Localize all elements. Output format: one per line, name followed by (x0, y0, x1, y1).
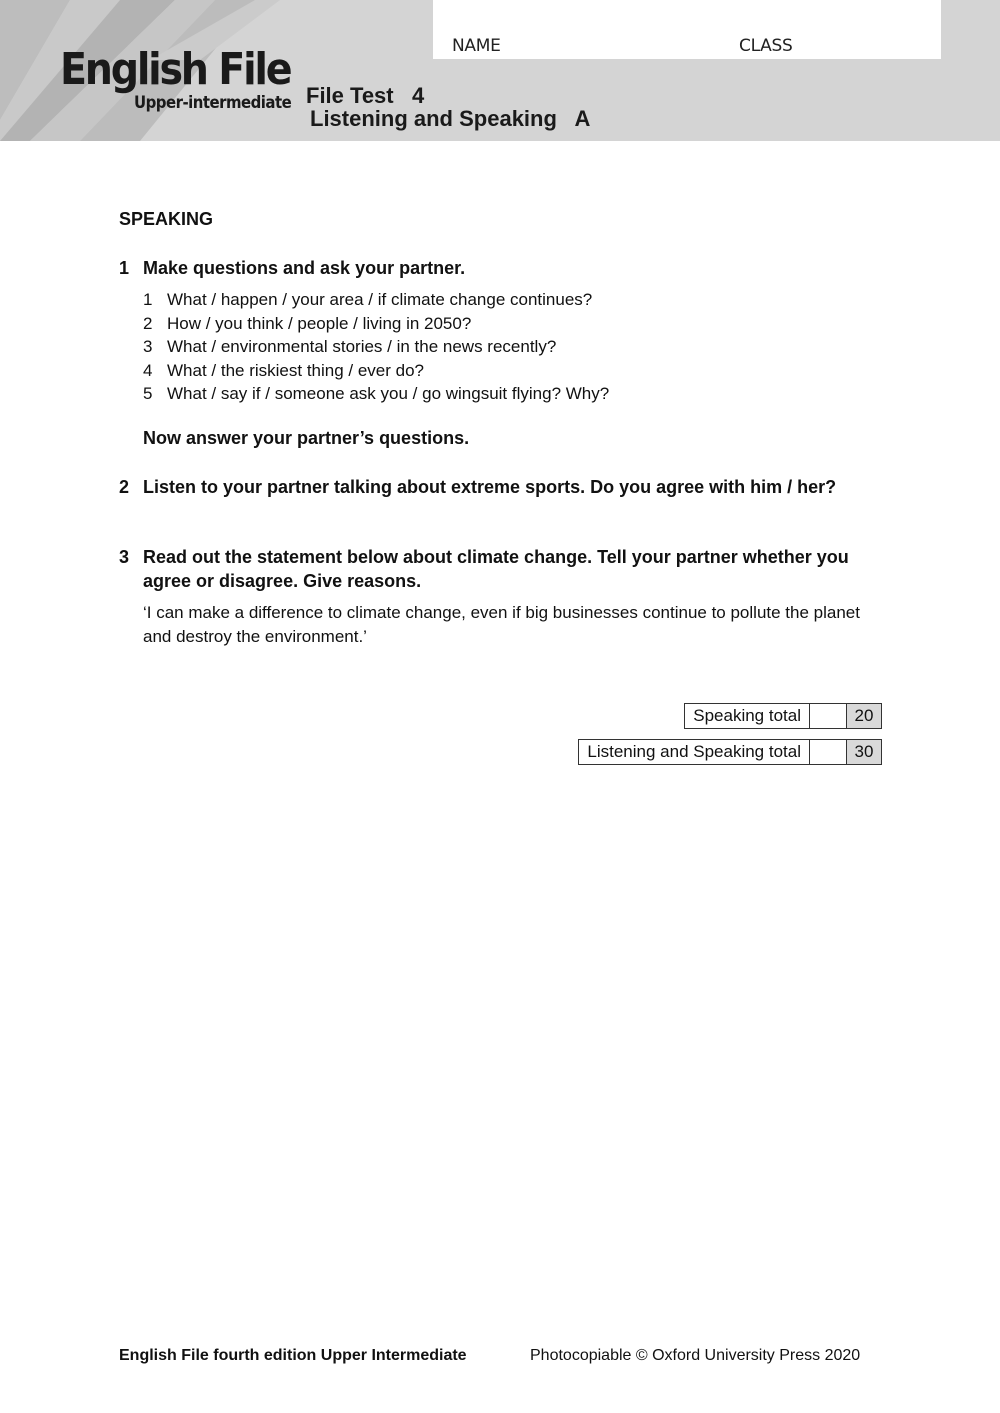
logo-subtitle: Upper-intermediate (134, 93, 292, 113)
score-label: Speaking total (684, 703, 810, 729)
name-label: NAME (452, 36, 501, 56)
task-2 (119, 475, 889, 499)
item-number: 4 (143, 360, 153, 380)
list-item (143, 382, 609, 406)
task-number: 3 (119, 547, 130, 567)
test-subtitle: Listening and Speaking A (310, 106, 591, 131)
item-text: What / the riskiest thing / ever do? (167, 360, 425, 380)
list-item (143, 312, 609, 336)
logo-title: English File (60, 44, 291, 95)
followup-instruction: Now answer your partner’s questions. (143, 428, 470, 448)
task-text: Read out the statement below about climate change. Tell your partner whether you agree or disagree. Give reasons. (143, 547, 849, 591)
list-item (143, 335, 609, 359)
item-number: 1 (143, 290, 153, 309)
list-item (143, 359, 609, 383)
score-input-box[interactable] (810, 703, 847, 729)
listening-speaking-total-box (578, 739, 882, 765)
item-text: What / happen / your area / if climate change continues? (167, 290, 593, 309)
score-max: 20 (847, 703, 882, 729)
task-text: Make questions and ask your partner. (143, 258, 466, 278)
item-text: How / you think / people / living in 2050? (167, 313, 472, 333)
task-number: 2 (119, 477, 130, 497)
question-list (143, 288, 609, 406)
item-number: 5 (143, 384, 153, 403)
section-title: SPEAKING (119, 209, 214, 229)
class-label: CLASS (739, 36, 793, 56)
statement-quote: ‘I can make a difference to climate change, even if big businesses continue to pollute the planet and destroy the environment.’ (143, 603, 860, 646)
score-input-box[interactable] (810, 739, 847, 765)
speaking-total-box (684, 703, 882, 729)
footer-copyright: Photocopiable © Oxford University Press 2020 (530, 1347, 861, 1364)
item-number: 2 (143, 313, 153, 333)
task-text: Listen to your partner talking about extreme sports. Do you agree with him / her? (143, 477, 837, 497)
name-class-box (433, 0, 941, 59)
task-1 (119, 256, 889, 280)
item-number: 3 (143, 337, 153, 356)
task-3 (119, 545, 889, 593)
test-title: File Test 4 (306, 83, 425, 108)
page-header (0, 0, 1000, 141)
item-text: What / say if / someone ask you / go wingsuit flying? Why? (167, 384, 610, 403)
task-number: 1 (119, 258, 130, 278)
footer-edition: English File fourth edition Upper Intermediate (119, 1347, 467, 1364)
score-label: Listening and Speaking total (578, 739, 810, 765)
score-max: 30 (847, 739, 882, 765)
list-item (143, 288, 609, 312)
item-text: What / environmental stories / in the news recently? (167, 337, 557, 356)
